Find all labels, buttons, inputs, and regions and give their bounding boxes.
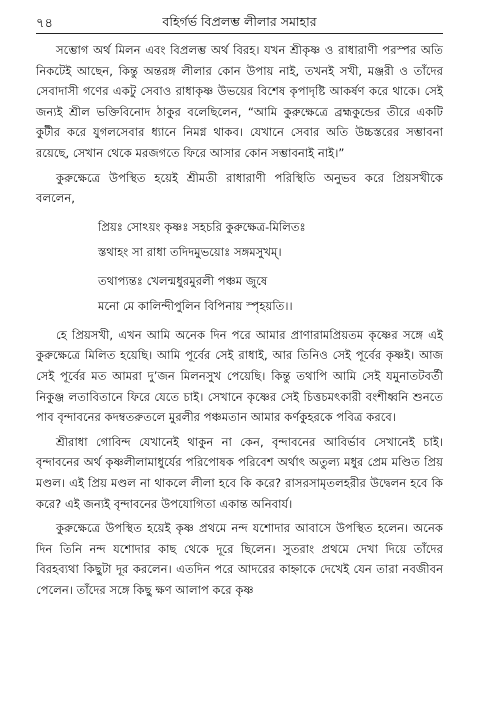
header-rule xyxy=(36,33,443,34)
paragraph: শ্রীরাধা গোবিন্দ যেখানেই থাকুন না কেন, বৃন্দাবনের আবির্ভাব সেখানেই চাই। বৃন্দাবনের অর্থ কৃষ্ণলীলামাধুর্যের পরিপোষক পরিবেশ অর্থাৎ অতুল্য মধুর প্রেম মণ্ডিত প্রিয় মণ্ডল। এই প্রিয় মণ্ডল না থাকলে লীলা হবে কি করে? রাসরসামৃতলহরীর উদ্বেলন হবে কি করে? এই জন্যই বৃন্দাবনের উপযোগিতা একান্ত অনিবার্য। xyxy=(36,434,443,511)
verse-line: মনো মে কালিন্দীপুলিন বিপিনায় স্পৃহয়তি।। xyxy=(98,298,293,313)
paragraph: কুরুক্ষেত্রে উপস্থিত হয়েই কৃষ্ণ প্রথমে নন্দ যশোদার আবাসে উপস্থিত হলেন। অনেক দিন তিনি নন্দ যশোদার কাছ থেকে দূরে ছিলেন। সুতরাং প্রথমে দেখা দিয়ে তাঁদের বিরহব্যথা কিছুটা দূর করলেন। এতদিন পরে আদরের কাহ্নাকে দেখেই যেন তারা নবজীবন পেলেন। তাঁদের সঙ্গে কিছু ক্ষণ আলাপ করে কৃষ্ণ xyxy=(36,521,443,597)
sanskrit-verse xyxy=(36,215,443,319)
running-title: বহিৰ্গর্ভ বিপ্রলম্ভ লীলার সমাহার xyxy=(162,14,317,29)
page-header xyxy=(36,12,443,34)
paragraph: সম্ভোগ অর্থ মিলন এবং বিপ্রলম্ভ অর্থ বিরহ। যখন শ্রীকৃষ্ণ ও রাধারাণী পরস্পর অতি নিকটেই আছেন, কিন্তু অন্তরঙ্গ লীলার কোন উপায় নাই, তখনই সখী, মঞ্জরী ও তাঁদের সেবাদাসী গণের একটু সেবাও রাধাকৃষ্ণ উভয়ের বিশেষ কৃপাদৃষ্টি আকর্ষণ করে থাকে। সেই জন্যই শ্রীল ভক্তিবিনোদ ঠাকুর বলেছিলেন, “আমি কুরুক্ষেত্রে ব্রহ্মকুন্ডের তীরে একটি কুটীর করে যুগলসেবার ধ্যানে নিমগ্ন থাকব। যেখানে সেবার অতি উচ্চস্তরের সম্ভাবনা রয়েছে, সেখান থেকে মরজগতে ফিরে আসার কোন সম্ভাবনাই নাই।” xyxy=(36,43,443,160)
page-body xyxy=(36,40,443,600)
paragraph: হে প্রিয়সখী, এখন আমি অনেক দিন পরে আমার প্রাণারামপ্রিয়তম কৃষ্ণের সঙ্গে এই কুরুক্ষেত্রে মিলিত হয়েছি। আমি পূর্বের সেই রাধাই, আর তিনিও সেই পূর্বের কৃষ্ণই। আজ সেই পূর্বের মত আমরা দু’জন মিলনসুখ পেয়েছি। কিন্তু তথাপি আমি সেই যমুনাতটবর্তী নিকুঞ্জ লতাবিতানে ফিরে যেতে চাই। সেখানে কৃষ্ণের সেই চিত্তচমৎকারী বংশীধ্বনি শুনতে পাব বৃন্দাবনের কদম্বতরুতলে মুরলীর পঞ্চমতান আমার কর্ণকুহরকে পবিত্র করবে। xyxy=(36,327,443,425)
verse-line: প্রিয়ঃ সোঽয়ং কৃষ্ণঃ সহচরি কুরুক্ষেত্র-মিলিতঃ xyxy=(98,219,306,234)
verse-line: স্তথাহং সা রাধা তদিদমুভয়োঃ সঙ্গমসুখম্। xyxy=(98,244,282,259)
page-number: ৭৪ xyxy=(36,16,53,31)
verse-line: তথাপ্যন্তঃ খেলন্মধুরমুরলী পঞ্চম জুষে xyxy=(98,273,268,288)
paragraph: কুরুক্ষেত্রে উপস্থিত হয়েই শ্রীমতী রাধারাণী পরিস্থিতি অনুভব করে প্রিয়সখীকে বললেন, xyxy=(36,170,443,206)
